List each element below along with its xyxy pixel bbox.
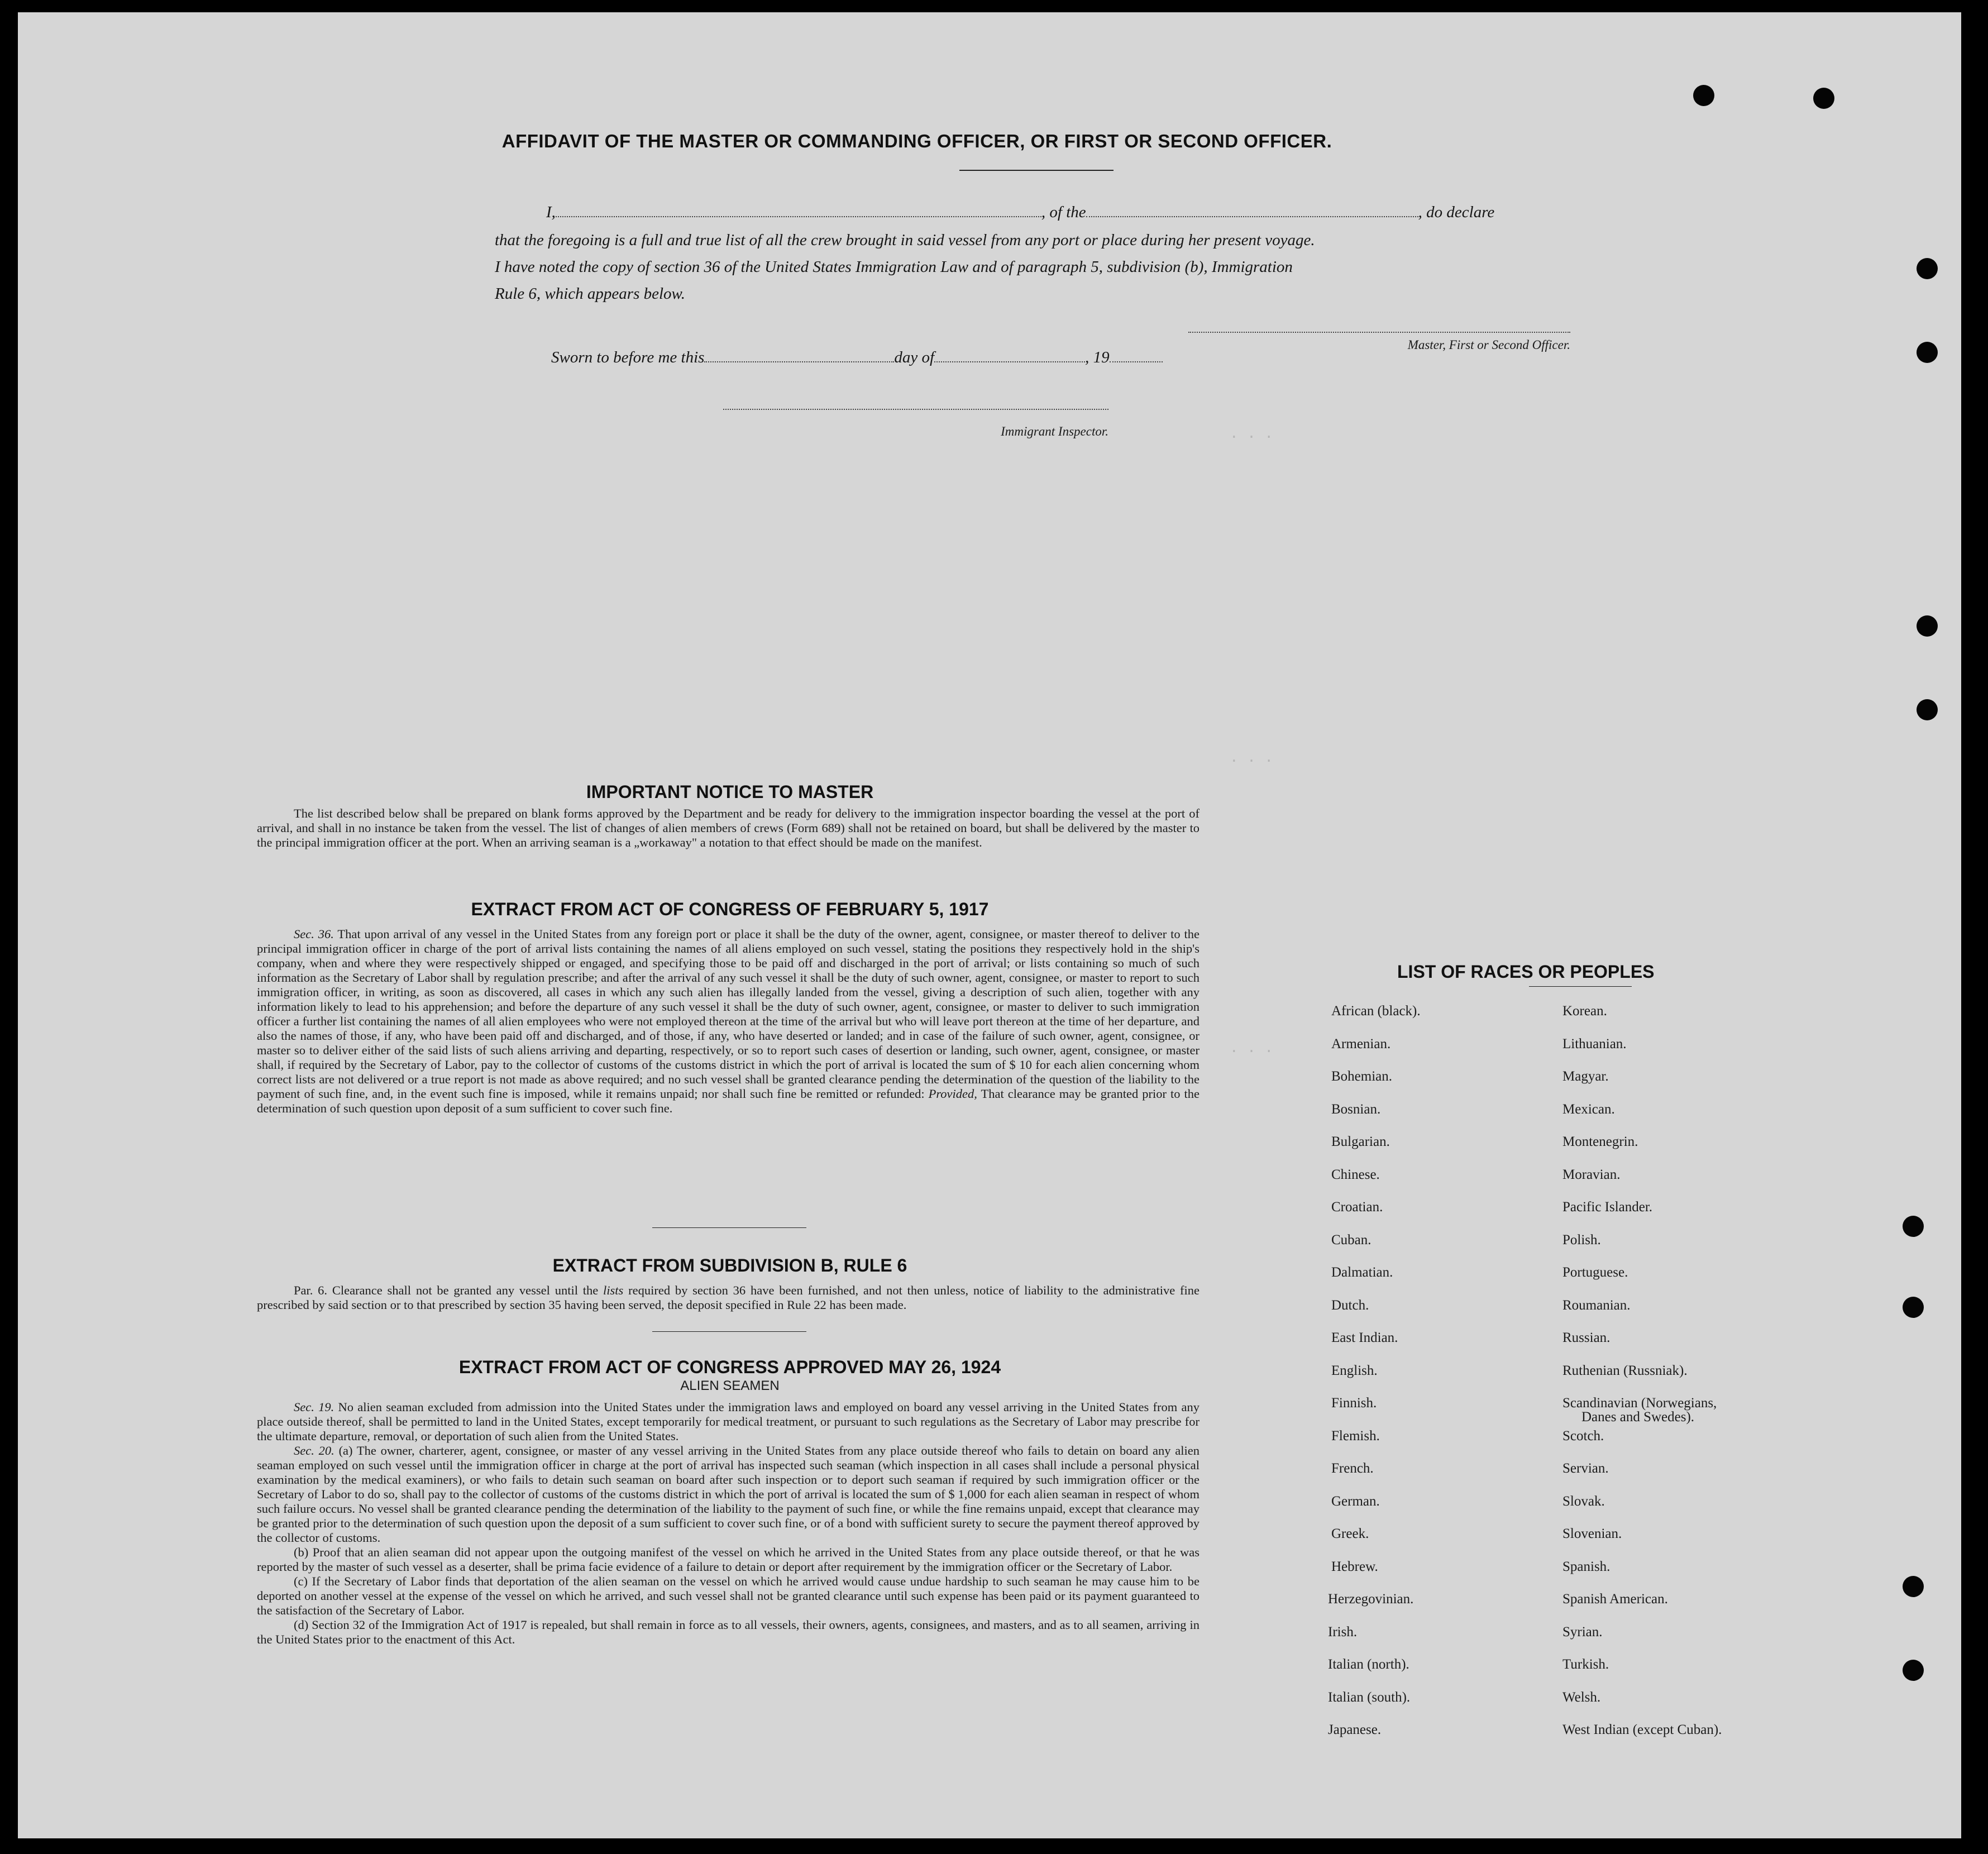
punch-hole	[1917, 342, 1938, 363]
race-item: Herzegovinian.	[1328, 1592, 1414, 1607]
races-title-rule	[1529, 986, 1632, 987]
section-divider	[652, 1227, 806, 1228]
race-item: Lithuanian.	[1562, 1036, 1627, 1052]
master-signature-line[interactable]	[1188, 331, 1570, 333]
sec19-label: Sec. 19.	[294, 1400, 334, 1414]
race-item: Dutch.	[1331, 1297, 1369, 1313]
rule6-lists-word: lists	[603, 1283, 624, 1297]
race-item: African (black).	[1331, 1004, 1421, 1019]
affidavit-declaration-line	[546, 203, 1571, 222]
race-item: Croatian.	[1331, 1200, 1383, 1215]
sworn-line	[551, 348, 1163, 367]
race-item: Slovak.	[1562, 1493, 1605, 1509]
document-sheet	[18, 12, 1961, 1838]
race-item: Italian (south).	[1328, 1689, 1411, 1705]
race-item: Magyar.	[1562, 1069, 1609, 1084]
race-item: Pacific Islander.	[1562, 1200, 1653, 1215]
affidavit-line-3: I have noted the copy of section 36 of the United States Immigration Law and of paragraph 5, subdivision (b), Immigration	[495, 258, 1293, 276]
race-item: Bosnian.	[1331, 1101, 1381, 1117]
race-item: Finnish.	[1331, 1396, 1377, 1411]
section-divider	[652, 1331, 806, 1332]
race-item: Syrian.	[1562, 1624, 1603, 1640]
provided-label: Provided,	[928, 1087, 977, 1101]
race-item: Hebrew.	[1331, 1559, 1378, 1574]
sec20a-text: (a) The owner, charterer, agent, consignee, or master of any vessel arriving in the United States from any place outside thereof who fails to detain on board any alien seaman employed on such vessel until the immigration officer in charge at the port of arrival has inspected such seaman (which inspection in all cases shall include a personal physical examination by the medical examiners), or who fails to detain such seaman on board after such inspection or to deport such seaman if required by such immigration officer or the Secretary of Labor to do so, shall pay to the collector of customs of the customs district in which the port of arrival is located the sum of $ 1,000 for each alien seaman in respect of whom such failure occurs. No vessel shall be granted clearance pending the determination of the liability to the payment of such fine, or while the fine remains unpaid, except that clearance may be granted prior to the determination of such question upon the deposit of a sum sufficient to cover such fine, or of a bond with sufficient surety to secure the payment thereof approved by the collector of customs.	[257, 1444, 1200, 1545]
race-item: English.	[1331, 1363, 1378, 1378]
race-item: Russian.	[1562, 1330, 1611, 1345]
extract-1924-title: EXTRACT FROM ACT OF CONGRESS APPROVED MAY 26, 1924	[458, 1357, 1001, 1377]
bleed-through-mark: . . .	[1230, 426, 1274, 442]
extract-rule6-title: EXTRACT FROM SUBDIVISION B, RULE 6	[552, 1255, 907, 1275]
race-item: East Indian.	[1331, 1330, 1398, 1345]
vessel-name-field[interactable]	[1086, 216, 1418, 217]
sec20-label: Sec. 20.	[294, 1444, 334, 1458]
race-item: Polish.	[1562, 1232, 1601, 1248]
race-item: Turkish.	[1562, 1657, 1609, 1672]
punch-hole	[1903, 1576, 1924, 1597]
extract-1917-title: EXTRACT FROM ACT OF CONGRESS OF FEBRUARY 5, 1917	[471, 899, 989, 919]
affidavit-title-rule	[959, 170, 1114, 171]
sworn-year-label: , 19	[1085, 348, 1110, 366]
extract-1917-text	[257, 927, 1200, 1116]
inspector-signature-line[interactable]	[723, 408, 1108, 410]
race-item: Danes and Swedes).	[1581, 1409, 1695, 1425]
races-title: LIST OF RACES OR PEOPLES	[1397, 962, 1655, 982]
race-item: Bulgarian.	[1331, 1134, 1390, 1149]
rule6-text-a: Par. 6. Clearance shall not be granted any vessel until the	[294, 1283, 599, 1297]
race-item: Mexican.	[1562, 1101, 1615, 1117]
extract-1924-text	[257, 1400, 1200, 1647]
affidavit-line-4: Rule 6, which appears below.	[495, 285, 685, 303]
sworn-month-field[interactable]	[934, 361, 1085, 362]
sworn-year-field[interactable]	[1110, 361, 1163, 362]
punch-hole	[1903, 1297, 1924, 1318]
sec19-text: No alien seaman excluded from admission into the United States under the immigration laws and employed on board any vessel arriving in the United States from any place outside thereof, shall be permitted to land in the United States, except temporarily for medical treatment, or pursuant to such regulations as the Secretary of Labor may prescribe for the ultimate departure, removal, or deportation of such alien from the United States.	[257, 1400, 1200, 1443]
sec20b-text: (b) Proof that an alien seaman did not appear upon the outgoing manifest of the vessel on which he arrived in the United States from any place outside thereof, or that he was reported by the master of such vessel as a deserter, shall be prima facie evidence of a failure to detain or deport after requirement by the immigration officer or the Secretary of Labor.	[257, 1545, 1200, 1574]
race-item: Portuguese.	[1562, 1265, 1628, 1280]
race-item: Moravian.	[1562, 1167, 1621, 1182]
extract-rule6-text	[257, 1283, 1200, 1312]
race-item: Bohemian.	[1331, 1069, 1393, 1084]
race-item: Scandinavian (Norwegians,	[1562, 1396, 1717, 1411]
affidavit-of-the-label: , of the	[1041, 203, 1086, 221]
bleed-through-mark: . . .	[1230, 749, 1274, 766]
race-item: Cuban.	[1331, 1232, 1371, 1248]
sworn-prefix: Sworn to before me this	[551, 348, 705, 366]
bleed-through-mark: . . .	[1230, 1040, 1274, 1057]
sec36-text-end: That clearance may be granted prior to the determination of such question upon deposit of a sum sufficient to cover such fine.	[257, 1087, 1200, 1115]
punch-hole	[1917, 699, 1938, 720]
punch-hole	[1917, 615, 1938, 637]
rule6-text-b: required by section 36 have been furnished, and not then unless, notice of liability to the administrative fine prescribed by said section or to that prescribed by section 35 having been served, the deposit specified in Rule 22 has been made.	[257, 1283, 1200, 1312]
punch-hole	[1917, 258, 1938, 279]
race-item: Ruthenian (Russniak).	[1562, 1363, 1688, 1378]
affidavit-title: AFFIDAVIT OF THE MASTER OR COMMANDING OFFICER, OR FIRST OR SECOND OFFICER.	[501, 131, 1332, 151]
punch-hole	[1903, 1660, 1924, 1681]
notice-paragraph: The list described below shall be prepared on blank forms approved by the Department and be ready for delivery to the immigration inspector boarding the vessel at the port of arrival, and shall in no instance be taken from the vessel. The list of changes of alien members of crews (Form 689) shall not be retained on board, but shall be delivered by the master to the principal immigration officer at the port. When an arriving seaman is a „workaway" a notation to that effect should be made on the manifest.	[257, 806, 1200, 849]
sec36-label: Sec. 36.	[294, 927, 334, 941]
punch-hole	[1903, 1216, 1924, 1237]
sec20c-text: (c) If the Secretary of Labor finds that deportation of the alien seaman on the vessel on which he arrived would cause undue hardship to such seaman he may cause him to be deported on another vessel at the expense of the vessel on which he arrived, and such vessel shall not be granted clearance until such expense has been paid or its payment guaranteed to the satisfaction of the Secretary of Labor.	[257, 1574, 1200, 1617]
affidavit-line-2: that the foregoing is a full and true list of all the crew brought in said vessel from any port or place during her present voyage.	[495, 231, 1315, 249]
sworn-day-field[interactable]	[704, 361, 894, 362]
notice-text	[257, 806, 1200, 850]
race-item: Servian.	[1562, 1461, 1609, 1476]
race-item: Japanese.	[1328, 1722, 1382, 1737]
sec20d-text: (d) Section 32 of the Immigration Act of 1917 is repealed, but shall remain in force as to all vessels, their owners, agents, consignees, and masters, and as to all seamen, arriving in the United States prior to the enactment of this Act.	[257, 1618, 1200, 1646]
race-item: Slovenian.	[1562, 1526, 1622, 1541]
affidavit-declare-label: , do declare	[1418, 203, 1495, 221]
race-item: West Indian (except Cuban).	[1562, 1722, 1722, 1737]
race-item: French.	[1331, 1461, 1374, 1476]
race-item: Armenian.	[1331, 1036, 1391, 1052]
race-item: Roumanian.	[1562, 1297, 1631, 1313]
punch-hole	[1693, 85, 1714, 106]
race-item: Chinese.	[1331, 1167, 1380, 1182]
race-item: Italian (north).	[1328, 1657, 1409, 1672]
race-item: Scotch.	[1562, 1428, 1604, 1444]
race-item: Greek.	[1331, 1526, 1369, 1541]
race-item: Welsh.	[1562, 1689, 1601, 1705]
punch-hole	[1813, 88, 1834, 109]
sec36-text: That upon arrival of any vessel in the United States from any foreign port or place it shall be the duty of the owner, agent, consignee, or master thereof to deliver to the principal immigration officer in charge of the port of arrival lists containing the names of all aliens employed on such vessel, stating the positions they respectively hold in the ship's company, when and where they were respectively shipped or engaged, and specifying those to be paid off and discharged in the port of arrival; or lists containing so much of such information as the Secretary of Labor shall by regulation prescribe; and after the arrival of any such vessel it shall be the duty of such owner, agent, consignee, or master to report to such immigration officer, in writing, as soon as discovered, all cases in which any such alien has illegally landed from the vessel, giving a description of such alien, together with any information likely to lead to his apprehension; and before the departure of any such vessel it shall be the duty of such owner, agent, consignee, or master to deliver to such immigration officer a further list containing the names of all alien employees who were not employed thereon at the time of the arrival but who will leave port thereon at the time of her departure, and also the names of those, if any, who have been paid off and discharged, and of those, if any, who have deserted or landed; and in case of the failure of such owner, agent, consignee, or master so to deliver either of the said lists of such aliens arriving and departing, respectively, or so to report such cases of desertion or landing, such owner, agent, consignee, or master shall, if required by the Secretary of Labor, pay to the collector of customs of the customs district in which the port of arrival is located the sum of $ 10 for each alien concerning whom correct lists are not delivered or a true report is not made as above required; and no such vessel shall be granted clearance pending the determination of the question of the liability to the payment of such fine, and, in the event such fine is imposed, while it remains unpaid; nor shall such fine be remitted or refunded:	[257, 927, 1200, 1101]
extract-1924-subtitle: ALIEN SEAMEN	[680, 1378, 780, 1393]
sworn-day-of-label: day of	[894, 348, 935, 366]
race-item: Flemish.	[1331, 1428, 1380, 1444]
race-item: Irish.	[1328, 1624, 1358, 1640]
master-name-field[interactable]	[556, 216, 1041, 217]
race-item: Montenegrin.	[1562, 1134, 1638, 1149]
affidavit-i-label: I,	[546, 203, 556, 221]
race-item: German.	[1331, 1493, 1380, 1509]
master-signature-label: Master, First or Second Officer.	[1407, 338, 1570, 352]
race-item: Spanish American.	[1562, 1592, 1668, 1607]
race-item: Dalmatian.	[1331, 1265, 1393, 1280]
notice-title: IMPORTANT NOTICE TO MASTER	[586, 782, 874, 802]
inspector-label: Immigrant Inspector.	[1001, 424, 1108, 438]
race-item: Korean.	[1562, 1004, 1607, 1019]
race-item: Spanish.	[1562, 1559, 1611, 1574]
